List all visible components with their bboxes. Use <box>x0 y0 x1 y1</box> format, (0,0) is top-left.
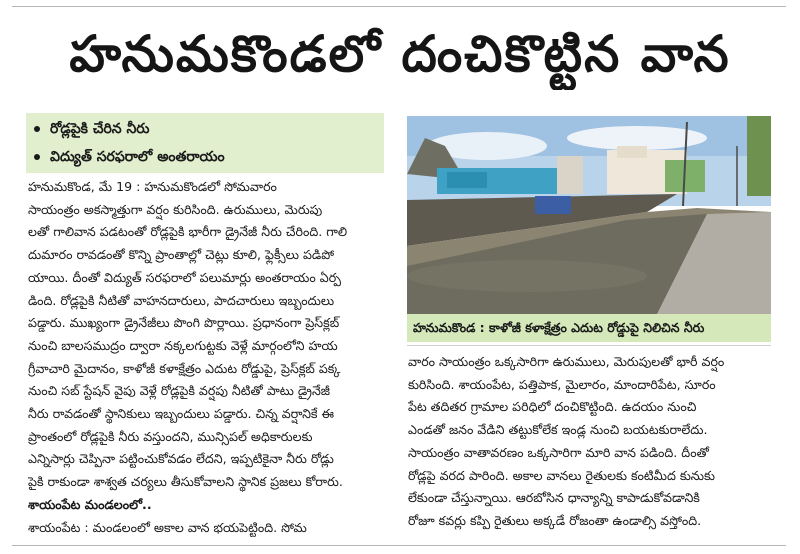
divider <box>407 345 771 346</box>
top-rule <box>12 6 786 7</box>
headline: హనుమకొండలో దంచికొట్టిన వాన <box>69 25 731 83</box>
body-line: లతో గాలివాన పడటంతో రోడ్లపైకి భారీగా డ్రైనేజీ నీరు చేరింది. గాలి <box>28 224 348 240</box>
body-line: నుంచి బాలసముద్రం ద్వారా నక్కలగుట్టకు వెళ్లే మార్గంలోని హయ <box>28 337 338 353</box>
body-line: పేట తదితర గ్రామాల పరిధిలో దంచికొట్టింది. ఉదయం నుంచి <box>408 399 697 415</box>
body-line: వారం సాయంత్రం ఒక్కసారిగా ఉరుములు, మెరుపులతో భారీ వర్షం <box>408 354 725 369</box>
body-line: డింది. రోడ్లపైకి నీటితో వాహనదారులు, పాదచారులు ఇబ్బందులు <box>28 292 335 308</box>
article-left-column <box>28 176 390 539</box>
highlight-text: విద్యుత్‌ సరఫరాలో అంతరాయం <box>50 149 225 165</box>
highlights-box <box>26 113 384 173</box>
body-line: ఎండతో జనం వేడిని తట్టుకోలేక ఇండ్ల నుంచి బయటకురాలేదు. <box>408 422 708 438</box>
body-line: కురిసింది. శాయంపేట, పత్తిపాక, మైలారం, మాందారిపేట, సూరం <box>408 376 716 392</box>
body-line: సాయంత్రం వాతావరణం ఒక్కసారిగా మారి వాన పడింది. దీంతో <box>408 444 709 460</box>
body-line: లేకుండా చేస్తున్నాయి. ఆరబోసిన ధాన్యాన్ని కాపాడుకోవడానికి <box>408 490 700 506</box>
flooded-road-image <box>407 116 771 314</box>
body-line: పడ్డారు. ముఖ్యంగా డ్రైనేజీలు పొంగి పొర్లాయి. ప్రధానంగా ప్రెస్‌క్లబ్‌ <box>28 315 340 331</box>
highlight-text: రోడ్లపైకి చేరిన నీరు <box>50 121 150 137</box>
body-line: నీరు రావడంతో స్థానికులు ఇబ్బందులు పడ్డారు. చిన్న వర్షానికే ఈ <box>28 406 335 422</box>
body-line: పైకి రాకుండా శాశ్వత చర్యలు తీసుకోవాలని స్థానిక ప్రజలు కోరారు. <box>28 474 343 490</box>
body-line: గ్రీవాచారి మైదానం, కాళోజీ కళాక్షేత్రం ఎదుట రోడ్డుపై, ప్రెస్‌క్లబ్‌ పక్క <box>28 360 341 376</box>
body-line: యాయి. దీంతో విద్యుత్‌ సరఫరాలో పలుమార్లు అంతరాయం ఏర్ప <box>28 269 342 285</box>
article-right-column <box>408 351 770 533</box>
body-line: రోజూ కవర్లు కప్పి రైతులు అక్కడే రోజంతా ఉండాల్సి వస్తోంది. <box>408 512 702 528</box>
body-line: హనుమకొండ, మే 19 : హనుమకొండలో సోమవారం <box>28 179 277 194</box>
section-subhead: శాయంపేట మండలంలో.. <box>28 496 152 512</box>
highlight-item <box>34 143 225 171</box>
body-line: ప్రాంతంలో రోడ్లపైకి నీరు వస్తుందని, మున్సిపల్‌ అధికారులకు <box>28 428 313 444</box>
highlight-item <box>34 115 149 143</box>
body-line: నుంచి సబ్‌ స్టేషన్‌ వైపు వెళ్లే రోడ్లపైకి వర్షపు నీటితో పాటు డ్రైనేజీ <box>28 383 331 399</box>
news-photo <box>407 116 771 314</box>
bottom-rule <box>12 545 786 546</box>
body-line: రోడ్లపై వరద పారింది. అకాల వానలు రైతులకు కంటిమీద కునుకు <box>408 467 715 483</box>
body-line: సాయంత్రం అకస్మాత్తుగా వర్షం కురిసింది. ఉరుములు, మెరుపు <box>28 201 323 217</box>
body-line: శాయంపేట : మండలంలో అకాల వాన భయపెట్టింది. సోమ <box>28 519 307 535</box>
body-line: దుమారం రావడంతో కొన్ని ప్రాంతాల్లో చెట్లు కూలి, ఫ్లెక్సీలు పడిపో <box>28 247 335 263</box>
body-line: ఎన్నిసార్లు చెప్పినా పట్టించుకోవడం లేదని, ఇప్పటికైనా నీరు రోడ్లు <box>28 451 334 467</box>
bullet-icon <box>34 154 40 160</box>
photo-caption: హనుమకొండ : కాళోజీ కళాక్షేత్రం ఎదుట రోడ్డుపై నిలిచిన నీరు <box>407 314 771 342</box>
bullet-icon <box>34 126 40 132</box>
